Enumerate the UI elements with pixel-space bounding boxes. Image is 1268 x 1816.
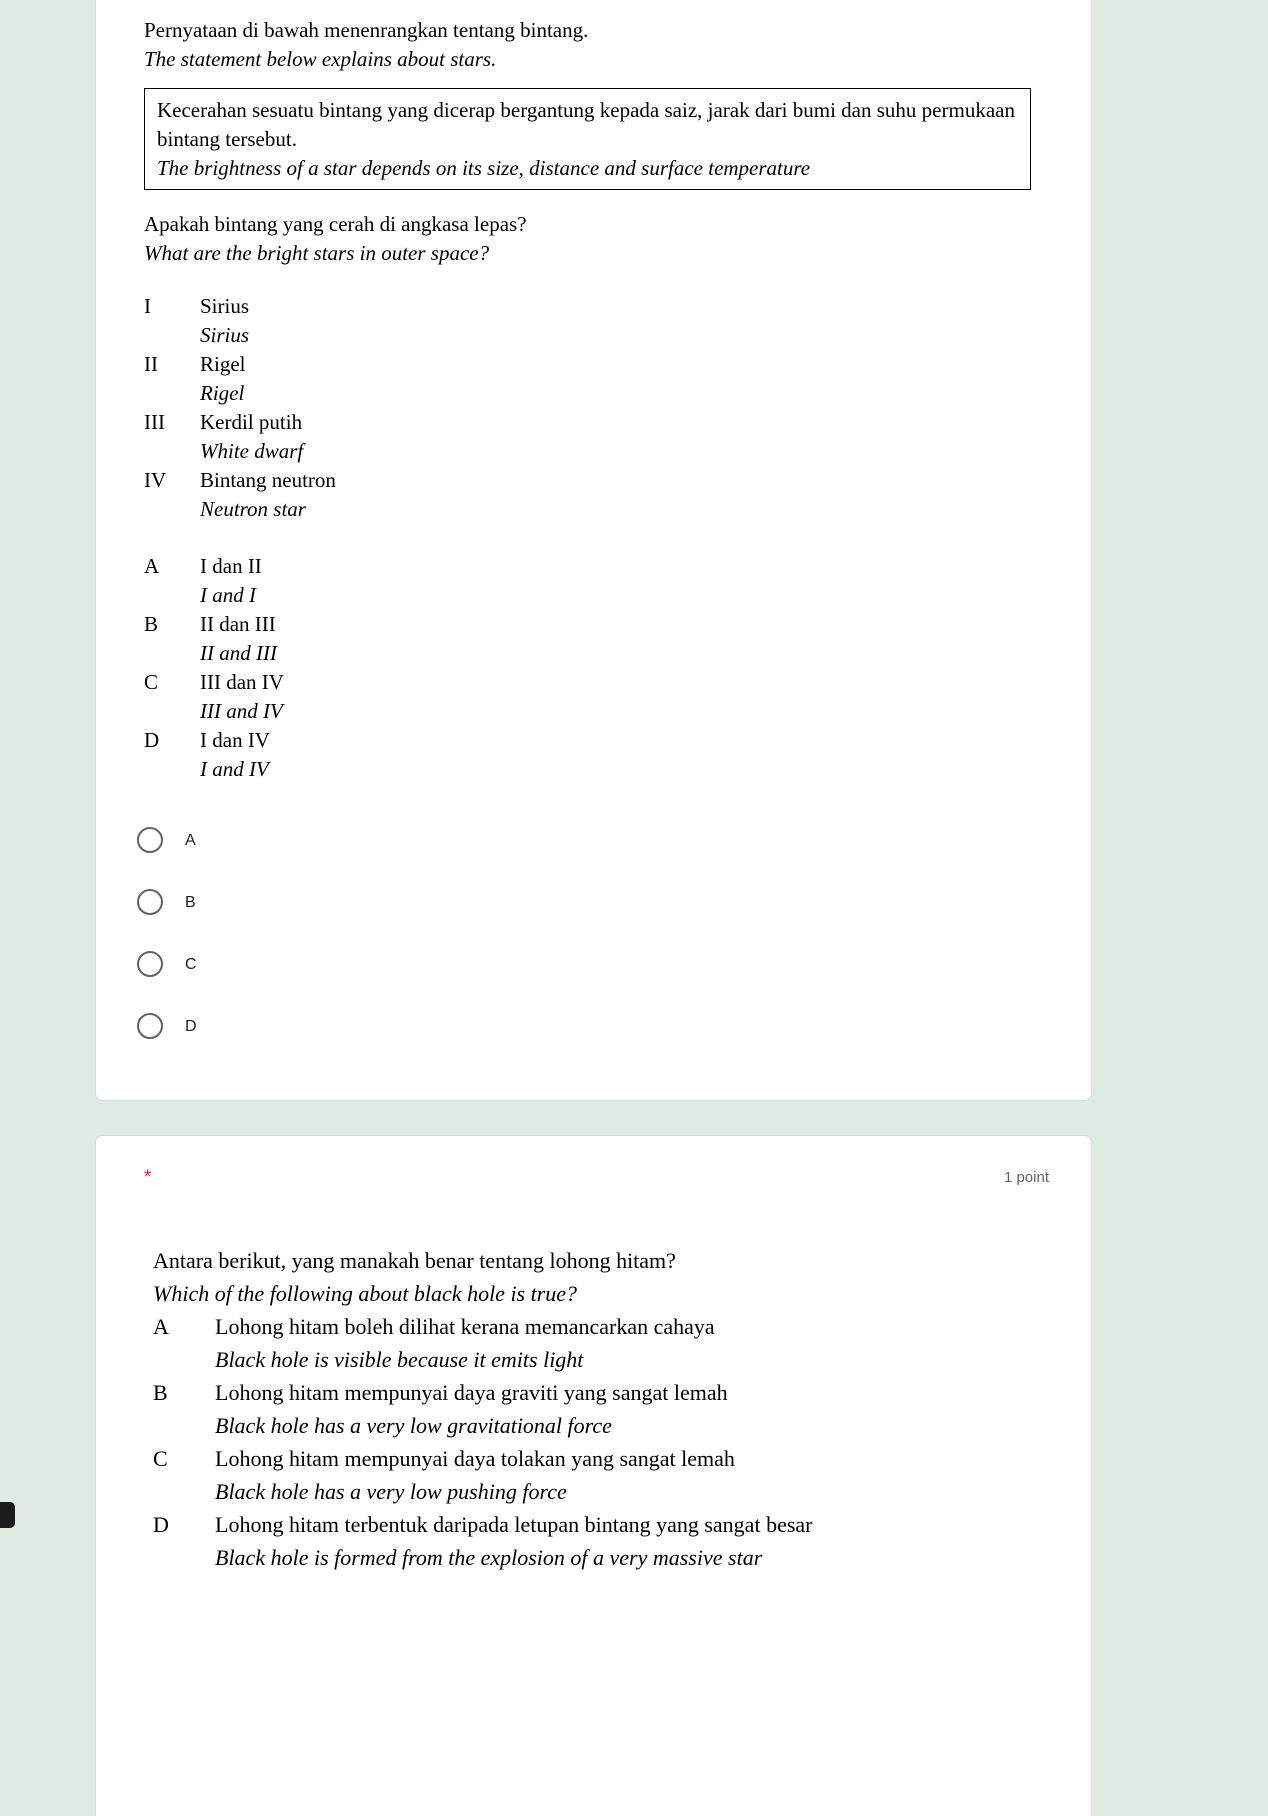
question1-intro-en: The statement below explains about stars. [144,47,497,71]
points-badge: 1 point [1003,1169,1049,1186]
question1-text [144,210,1043,268]
statement-text-my: Rigel [200,352,246,376]
statement-numeral: II [144,352,158,376]
q2-option-letter: C [153,1446,168,1471]
q2-option-en: Black hole has a very low pushing force [215,1479,567,1504]
answer-combination [144,726,1043,784]
radio-option-a[interactable] [137,816,1043,864]
question-card-2 [95,1135,1092,1816]
answer-combination [144,552,1043,610]
question1-text-en: What are the bright stars in outer space? [144,241,490,265]
answer-letter: B [144,612,159,636]
radio-button-icon[interactable] [137,951,163,977]
statement-numeral: IV [144,468,167,492]
question1-intro-my: Pernyataan di bawah menenrangkan tentang bintang. [144,18,589,42]
question1-intro [144,16,1043,74]
q2-option-letter: B [153,1380,168,1405]
radio-label: A [185,831,196,849]
radio-group [137,816,1043,1050]
q2-option [153,1310,1049,1376]
question2-text-my: Antara berikut, yang manakah benar tentang lohong hitam? [153,1248,676,1273]
statement-item [144,408,1043,466]
q2-option [153,1508,1049,1574]
radio-button-icon[interactable] [137,889,163,915]
statement-text-en: White dwarf [200,439,304,463]
statement-text-en: Rigel [200,381,245,405]
question2-meta [144,1166,1049,1190]
statement-item [144,292,1043,350]
answer-text-my: III dan IV [200,670,284,694]
question2-text-en: Which of the following about black hole is true? [153,1281,578,1306]
question1-text-my: Apakah bintang yang cerah di angkasa lepas? [144,212,527,236]
question-card-1 [95,0,1092,1101]
answer-combination [144,610,1043,668]
q2-option [153,1442,1049,1508]
q2-option-my: Lohong hitam boleh dilihat kerana memancarkan cahaya [215,1314,715,1339]
statement-box [144,88,1031,190]
statement-text-en: Sirius [200,323,250,347]
q2-option-my: Lohong hitam mempunyai daya tolakan yang sangat lemah [215,1446,735,1471]
answer-combination [144,668,1043,726]
answer-letter: C [144,670,159,694]
statement-text-my: Kerdil putih [200,410,303,434]
answer-text-en: I and IV [200,757,269,781]
radio-button-icon[interactable] [137,827,163,853]
answer-text-en: III and IV [200,699,283,723]
q2-option-en: Black hole is visible because it emits light [215,1347,584,1372]
q2-option-en: Black hole has a very low gravitational force [215,1413,612,1438]
q2-option [153,1376,1049,1442]
radio-label: D [185,1017,197,1035]
answer-text-my: I dan II [200,554,262,578]
statement-item [144,466,1043,524]
q2-option-en: Black hole is formed from the explosion of a very massive star [215,1545,763,1570]
radio-label: C [185,955,197,973]
radio-option-d[interactable] [137,1002,1043,1050]
statement-box-my: Kecerahan sesuatu bintang yang dicerap bergantung kepada saiz, jarak dari bumi dan suhu permukaan bintang tersebut. [157,98,1015,151]
statement-numeral: III [144,410,165,434]
edge-cutoff-widget[interactable] [0,1502,15,1528]
answer-letter: D [144,728,160,752]
statement-item [144,350,1043,408]
q2-option-letter: A [153,1314,169,1339]
radio-button-icon[interactable] [137,1013,163,1039]
statement-text-en: Neutron star [200,497,306,521]
required-asterisk: * [144,1167,152,1188]
answer-text-my: II dan III [200,612,276,636]
answer-text-en: II and III [200,641,277,665]
answer-text-my: I dan IV [200,728,270,752]
q2-option-my: Lohong hitam terbentuk daripada letupan bintang yang sangat besar [215,1512,813,1537]
question2-body [153,1244,1049,1574]
statement-numeral: I [144,294,151,318]
statement-text-my: Bintang neutron [200,468,336,492]
q2-option-letter: D [153,1512,169,1537]
radio-label: B [185,893,196,911]
statement-list [144,292,1043,524]
radio-option-c[interactable] [137,940,1043,988]
answer-letter: A [144,554,160,578]
statement-text-my: Sirius [200,294,250,318]
question2-text [153,1244,1049,1310]
q2-option-my: Lohong hitam mempunyai daya graviti yang sangat lemah [215,1380,728,1405]
answer-combination-list [144,552,1043,784]
statement-box-en: The brightness of a star depends on its size, distance and surface temperature [157,156,811,180]
radio-option-b[interactable] [137,878,1043,926]
answer-text-en: I and I [200,583,256,607]
